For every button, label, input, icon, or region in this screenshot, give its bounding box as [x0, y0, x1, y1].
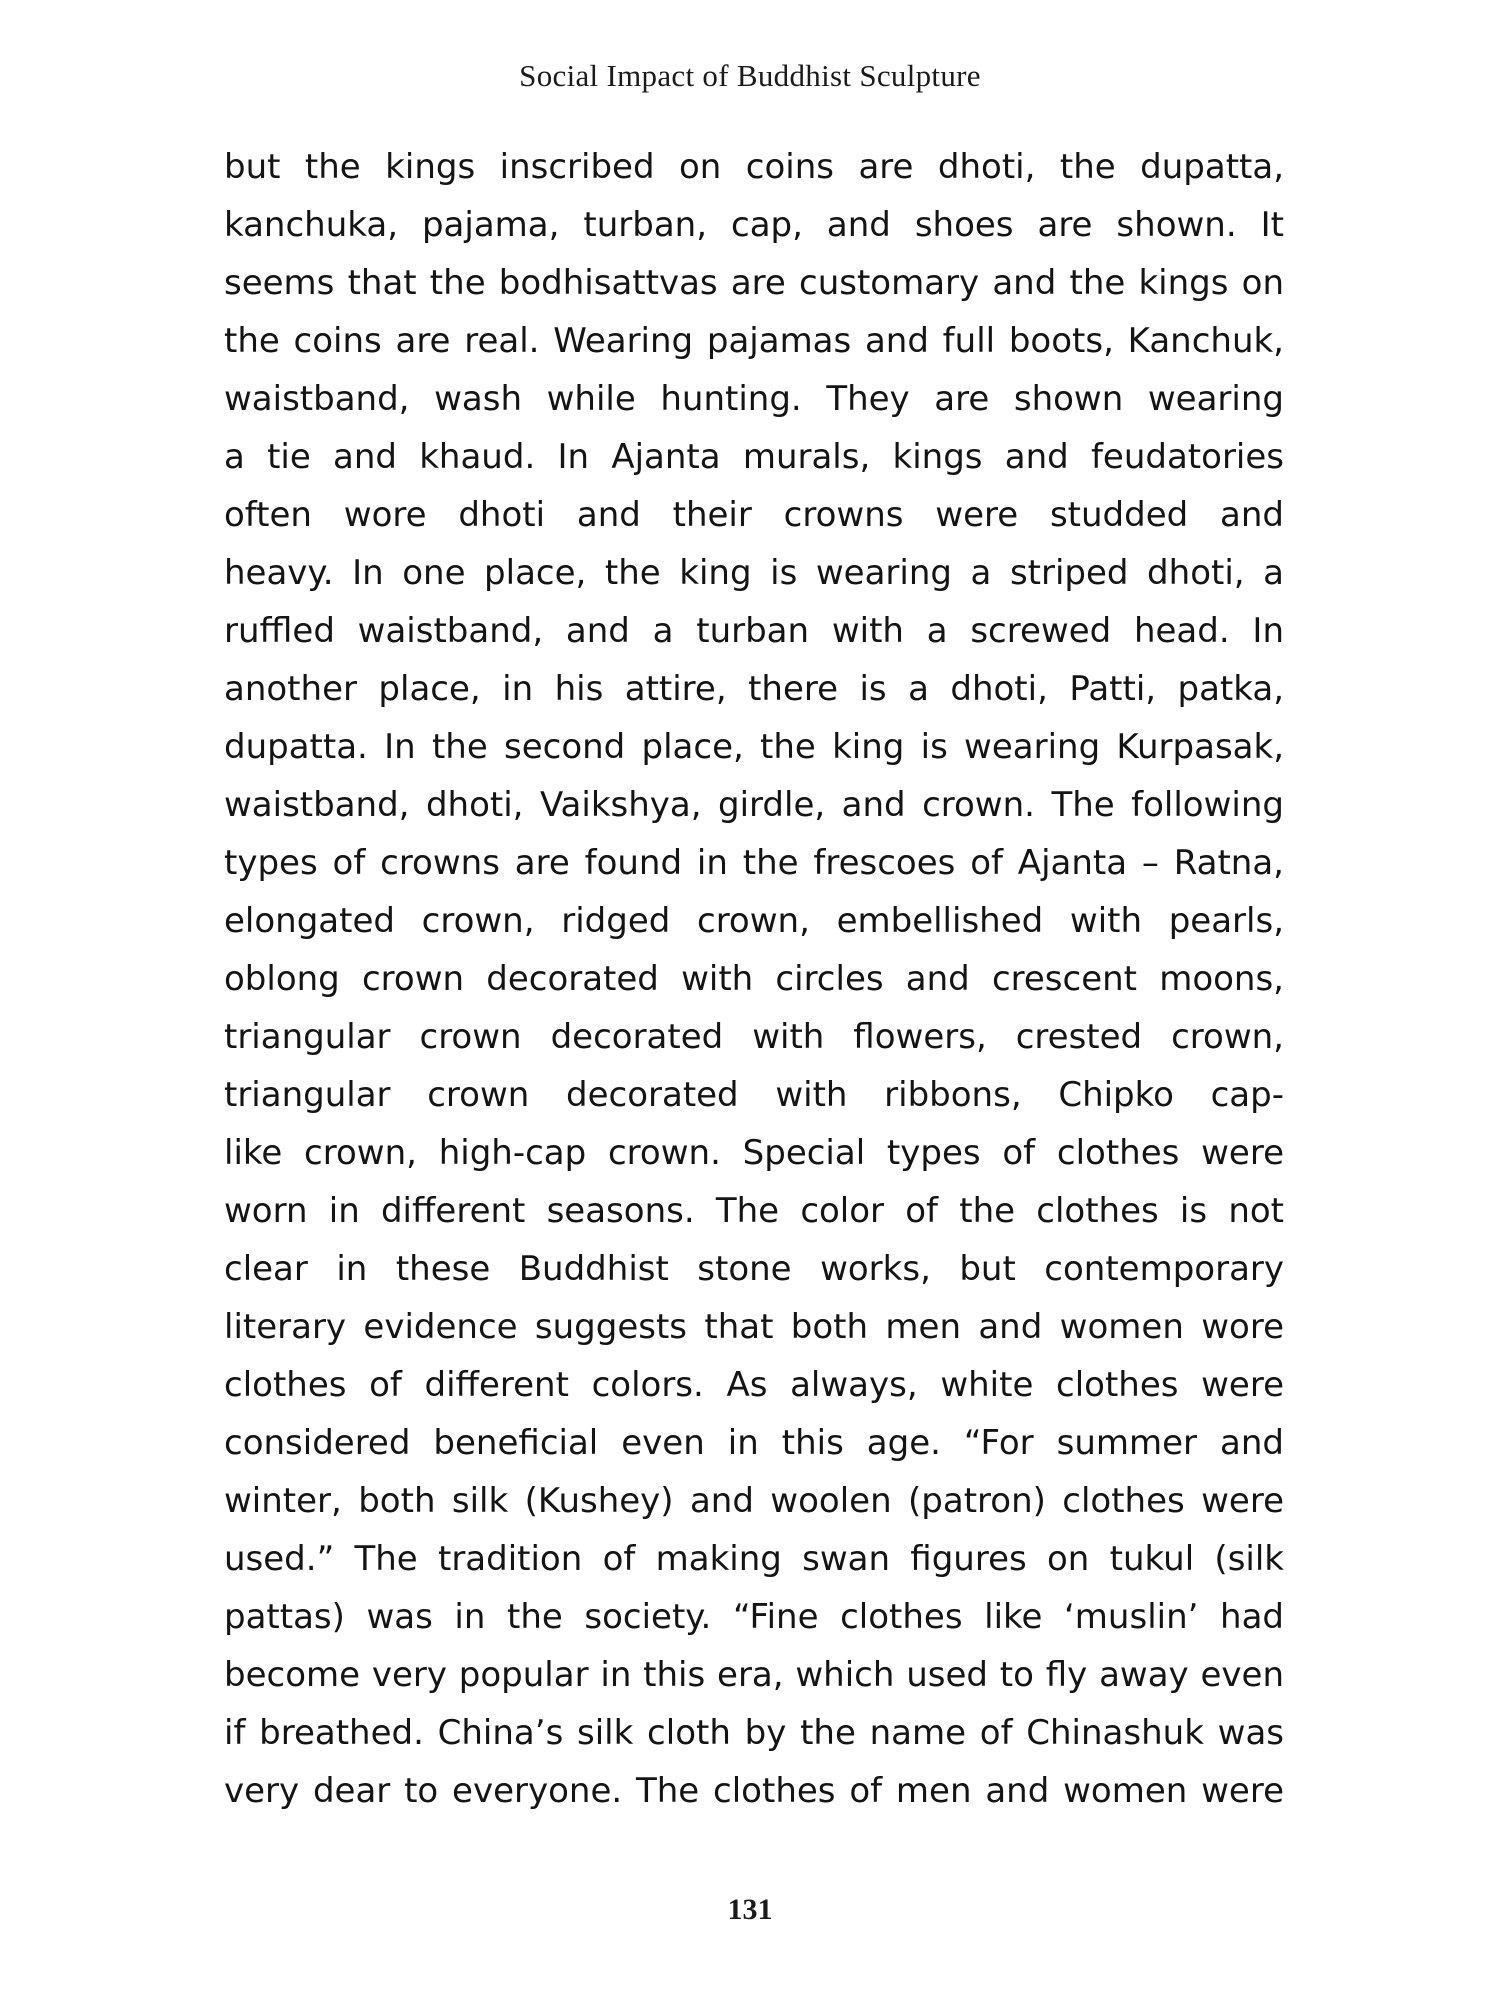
text-line: another place, in his attire, there is a dhoti, Patti, patka,: [224, 669, 1284, 709]
text-line: dupatta. In the second place, the king is wearing Kurpasak,: [224, 727, 1284, 767]
text-line: oblong crown decorated with circles and crescent moons,: [224, 959, 1284, 999]
text-line: if breathed. China’s silk cloth by the name of Chinashuk was: [224, 1713, 1284, 1753]
text-line: triangular crown decorated with ribbons, Chipko cap-: [224, 1075, 1284, 1115]
text-line: winter, both silk (Kushey) and woolen (patron) clothes were: [224, 1481, 1284, 1521]
text-line: heavy. In one place, the king is wearing a striped dhoti, a: [224, 553, 1284, 593]
page-number: 131: [727, 1893, 773, 1926]
text-line: pattas) was in the society. “Fine clothes like ‘muslin’ had: [224, 1597, 1284, 1637]
text-line: very dear to everyone. The clothes of men and women were: [224, 1771, 1284, 1811]
text-line: become very popular in this era, which used to fly away even: [224, 1655, 1284, 1695]
text-line: triangular crown decorated with flowers, crested crown,: [224, 1017, 1284, 1057]
text-line: a tie and khaud. In Ajanta murals, kings and feudatories: [224, 437, 1284, 477]
body-paragraph: [224, 138, 1284, 1820]
text-line: literary evidence suggests that both men and women wore: [224, 1307, 1284, 1347]
text-line: waistband, dhoti, Vaikshya, girdle, and crown. The following: [224, 785, 1284, 825]
text-line: clear in these Buddhist stone works, but contemporary: [224, 1249, 1284, 1289]
text-line: like crown, high-cap crown. Special types of clothes were: [224, 1133, 1284, 1173]
text-line: elongated crown, ridged crown, embellished with pearls,: [224, 901, 1284, 941]
text-line: but the kings inscribed on coins are dhoti, the dupatta,: [224, 147, 1284, 187]
text-line: considered beneficial even in this age. “For summer and: [224, 1423, 1284, 1463]
text-line: the coins are real. Wearing pajamas and full boots, Kanchuk,: [224, 321, 1284, 361]
text-line: worn in different seasons. The color of the clothes is not: [224, 1191, 1284, 1231]
text-line: clothes of different colors. As always, white clothes were: [224, 1365, 1284, 1405]
text-line: kanchuka, pajama, turban, cap, and shoes are shown. It: [224, 205, 1284, 245]
text-line: ruffled waistband, and a turban with a screwed head. In: [224, 611, 1284, 651]
text-line: types of crowns are found in the frescoes of Ajanta – Ratna,: [224, 843, 1284, 883]
text-line: used.” The tradition of making swan figures on tukul (silk: [224, 1539, 1284, 1579]
text-line: waistband, wash while hunting. They are shown wearing: [224, 379, 1284, 419]
running-head-title: Social Impact of Buddhist Sculpture: [519, 58, 981, 93]
text-line: often wore dhoti and their crowns were studded and: [224, 495, 1284, 535]
text-line: seems that the bodhisattvas are customary and the kings on: [224, 263, 1284, 303]
